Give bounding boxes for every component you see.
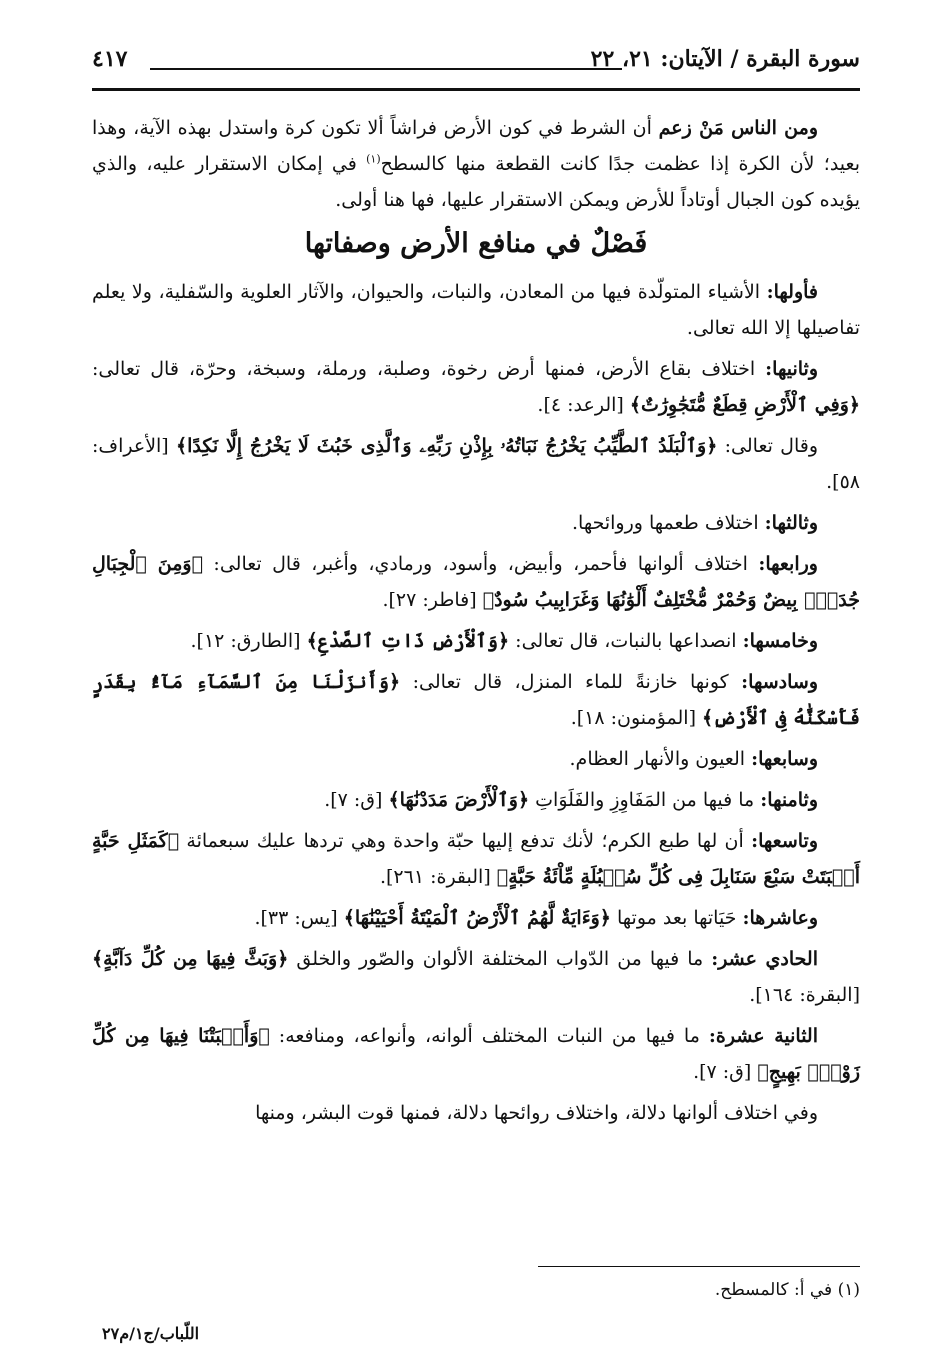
list-item — [92, 1018, 860, 1090]
verse-reference: [ق: ٧]. — [324, 789, 389, 811]
verse-reference: [ق: ٧]. — [693, 1061, 758, 1083]
list-item — [92, 546, 860, 618]
list-item — [92, 782, 860, 818]
list-item — [92, 941, 860, 1013]
item-lead: وسابعها: — [751, 748, 818, 770]
footnote: (١) في أ: كالمسطح. — [714, 1280, 860, 1300]
item-lead: الحادي عشر: — [711, 948, 819, 970]
item-text: اختلاف بقاع الأرض، فمنها أرض رخوة، وصلبة، ورملة، وسبخة، وحرّة، قال تعالى: — [92, 358, 766, 380]
list-item — [92, 274, 860, 346]
list-item — [92, 623, 860, 659]
item-text: اختلاف طعمها وروائحها. — [571, 512, 765, 534]
item-text: اختلاف ألوانها فأحمر، وأبيض، وأسود، ورمادي، وأغبر، قال تعالى: — [203, 553, 759, 575]
verse-reference: [الطارق: ١٢]. — [190, 630, 307, 652]
quran-verse: ﴿وَبَثَّ فِيهَا مِن كُلِّ دَآبَّةٍ﴾ — [92, 948, 289, 970]
surah-title: سورة البقرة / الآيتان: ٢١، ٢٢ — [590, 46, 860, 72]
quran-verse: ﴿وَٱلْأَرْضِ ذَاتِ ٱلصَّدْعِ﴾ — [306, 630, 510, 652]
list-item — [92, 351, 860, 423]
list-item — [92, 664, 860, 736]
quran-verse: ﴿وَفِي ٱلْأَرْضِ قِطَعٌ مُّتَجَٰوِرَٰتٌ﴾ — [629, 394, 860, 416]
item-lead: وثالثها: — [764, 512, 818, 534]
item-text: ما فيها من المَفَاوِزِ والفَلَوَاتِ — [529, 789, 761, 811]
verse-reference: [فاطر: ٢٧]. — [382, 589, 483, 611]
item-lead: فأولها: — [766, 281, 818, 303]
item-lead: وخامسها: — [742, 630, 818, 652]
verse-reference: [البقرة: ١٦٤]. — [749, 984, 860, 1006]
footnote-ref: (١) — [366, 152, 381, 166]
item-lead: وعاشرها: — [742, 907, 818, 929]
quran-verse: ﴿وَأَنۢبَتْنَا فِيهَا مِن كُلِّ زَوْجٍۭ بَهِيجٍ﴾ — [92, 1025, 860, 1083]
header-rule — [150, 68, 622, 70]
item-lead: وثامنها: — [760, 789, 818, 811]
quran-verse: ﴿وَأَنزَلْنَا مِنَ ٱلسَّمَآءِ مَآءًۢ بِقَدَرٍ فَأَسْكَنَّٰهُ فِى ٱلْأَرْضِ﴾ — [92, 671, 860, 729]
intro-lead: ومن الناس مَنْ زعم — [658, 117, 818, 139]
item-lead: الثانية عشرة: — [708, 1025, 818, 1047]
book-page — [92, 40, 860, 1372]
item-text: حَيَاتها بعد موتها — [610, 907, 743, 929]
quran-verse: ﴿وَمِنَ ٱلْجِبَالِ جُدَدٌۢ بِيضٌ وَحُمْرٌ مُّخْتَلِفٌ أَلْوَٰنُهَا وَغَرَابِيبُ سُودٌ﴾ — [92, 553, 860, 611]
item-lead: وسادسها: — [741, 671, 818, 693]
item-text: ما فيها من النبات المختلف ألوانه، وأنواعه، ومنافعه: — [269, 1025, 709, 1047]
list-item — [92, 741, 860, 777]
page-number: ٤١٧ — [92, 46, 128, 72]
section-title: فَصْلٌ في منافع الأرض وصفاتها — [304, 228, 648, 259]
quran-verse: ﴿وَءَايَةٌ لَّهُمُ ٱلْأَرْضُ ٱلْمَيْتَةُ أَحْيَيْنَٰهَا﴾ — [343, 907, 611, 929]
volume-signature: اللّباب/ج١/م٢٧ — [102, 1324, 200, 1343]
item-text: انصداعها بالنبات، قال تعالى: — [509, 630, 743, 652]
item-lead: ورابعها: — [758, 553, 818, 575]
intro-text-b: في إمكان الاستقرار عليه، والذي يؤيده كون الجبال أوتاداً للأرض ويمكن الاستقرار عليها، فها هنا أولى. — [92, 153, 860, 211]
quran-verse: ﴿وَٱلْبَلَدُ ٱلطَّيِّبُ يَخْرُجُ نَبَاتُهُۥ بِإِذْنِ رَبِّهِۦ وَٱلَّذِى خَبُثَ لَا يَخْرُجُ إِلَّا نَكِدًا﴾ — [175, 435, 718, 457]
intro-text-a: أن الشرط في كون الأرض فراشاً ألا تكون كرة واستدل بهذه الآية، وهذا بعيد؛ لأن الكرة إذا عظمت جدًا كانت القطعة منها كالسطح — [92, 117, 860, 175]
verse-reference: [يس: ٣٣]. — [254, 907, 344, 929]
page-body — [92, 110, 860, 1136]
item-text — [717, 435, 724, 457]
item-text: كونها خازنةً للماء المنزل، قال تعالى: — [400, 671, 742, 693]
verse-reference: [الأعراف: ٥٨]. — [92, 435, 860, 493]
item-text: ما فيها من الدّواب المختلفة الألوان والصّور والخلق — [288, 948, 712, 970]
intro-paragraph — [92, 110, 860, 218]
item-lead: وثانيها: — [765, 358, 818, 380]
item-text: العيون والأنهار العظام. — [569, 748, 752, 770]
item-text: وفي اختلاف ألوانها دلالة، واختلاف روائحها دلالة، فمنها قوت البشر، ومنها — [255, 1102, 818, 1124]
item-text: أن لها طبع الكرم؛ لأنك تدفع إليها حبّة واحدة وهي تردها عليك سبعمائة — [179, 830, 752, 852]
list-item — [92, 428, 860, 500]
list-item — [92, 505, 860, 541]
item-text: الأشياء المتولّدة فيها من المعادن، والنبات، والحيوان، والآثار العلوية والسّفلية، ولا يعلم تفاصيلها إلا الله تعالى. — [92, 281, 860, 339]
footnote-rule — [538, 1266, 860, 1267]
verse-reference: [البقرة: ٢٦١]. — [379, 866, 497, 888]
closing-paragraph — [92, 1095, 860, 1131]
verse-reference: [الرعد: ٤]. — [537, 394, 630, 416]
running-header — [92, 40, 860, 91]
item-lead: وتاسعها: — [751, 830, 818, 852]
list-item — [92, 823, 860, 895]
list-item — [92, 900, 860, 936]
item-lead: وقال تعالى: — [724, 435, 818, 457]
quran-verse: ﴿وَٱلْأَرْضَ مَدَدْنَٰهَا﴾ — [388, 789, 530, 811]
quran-verse: ﴿كَمَثَلِ حَبَّةٍ أَنۢبَتَتْ سَبْعَ سَنَابِلَ فِى كُلِّ سُنۢبُلَةٍ مِّاْئَةُ حَبَّةٍ﴾ — [92, 830, 860, 888]
verse-reference: [المؤمنون: ١٨]. — [570, 707, 703, 729]
